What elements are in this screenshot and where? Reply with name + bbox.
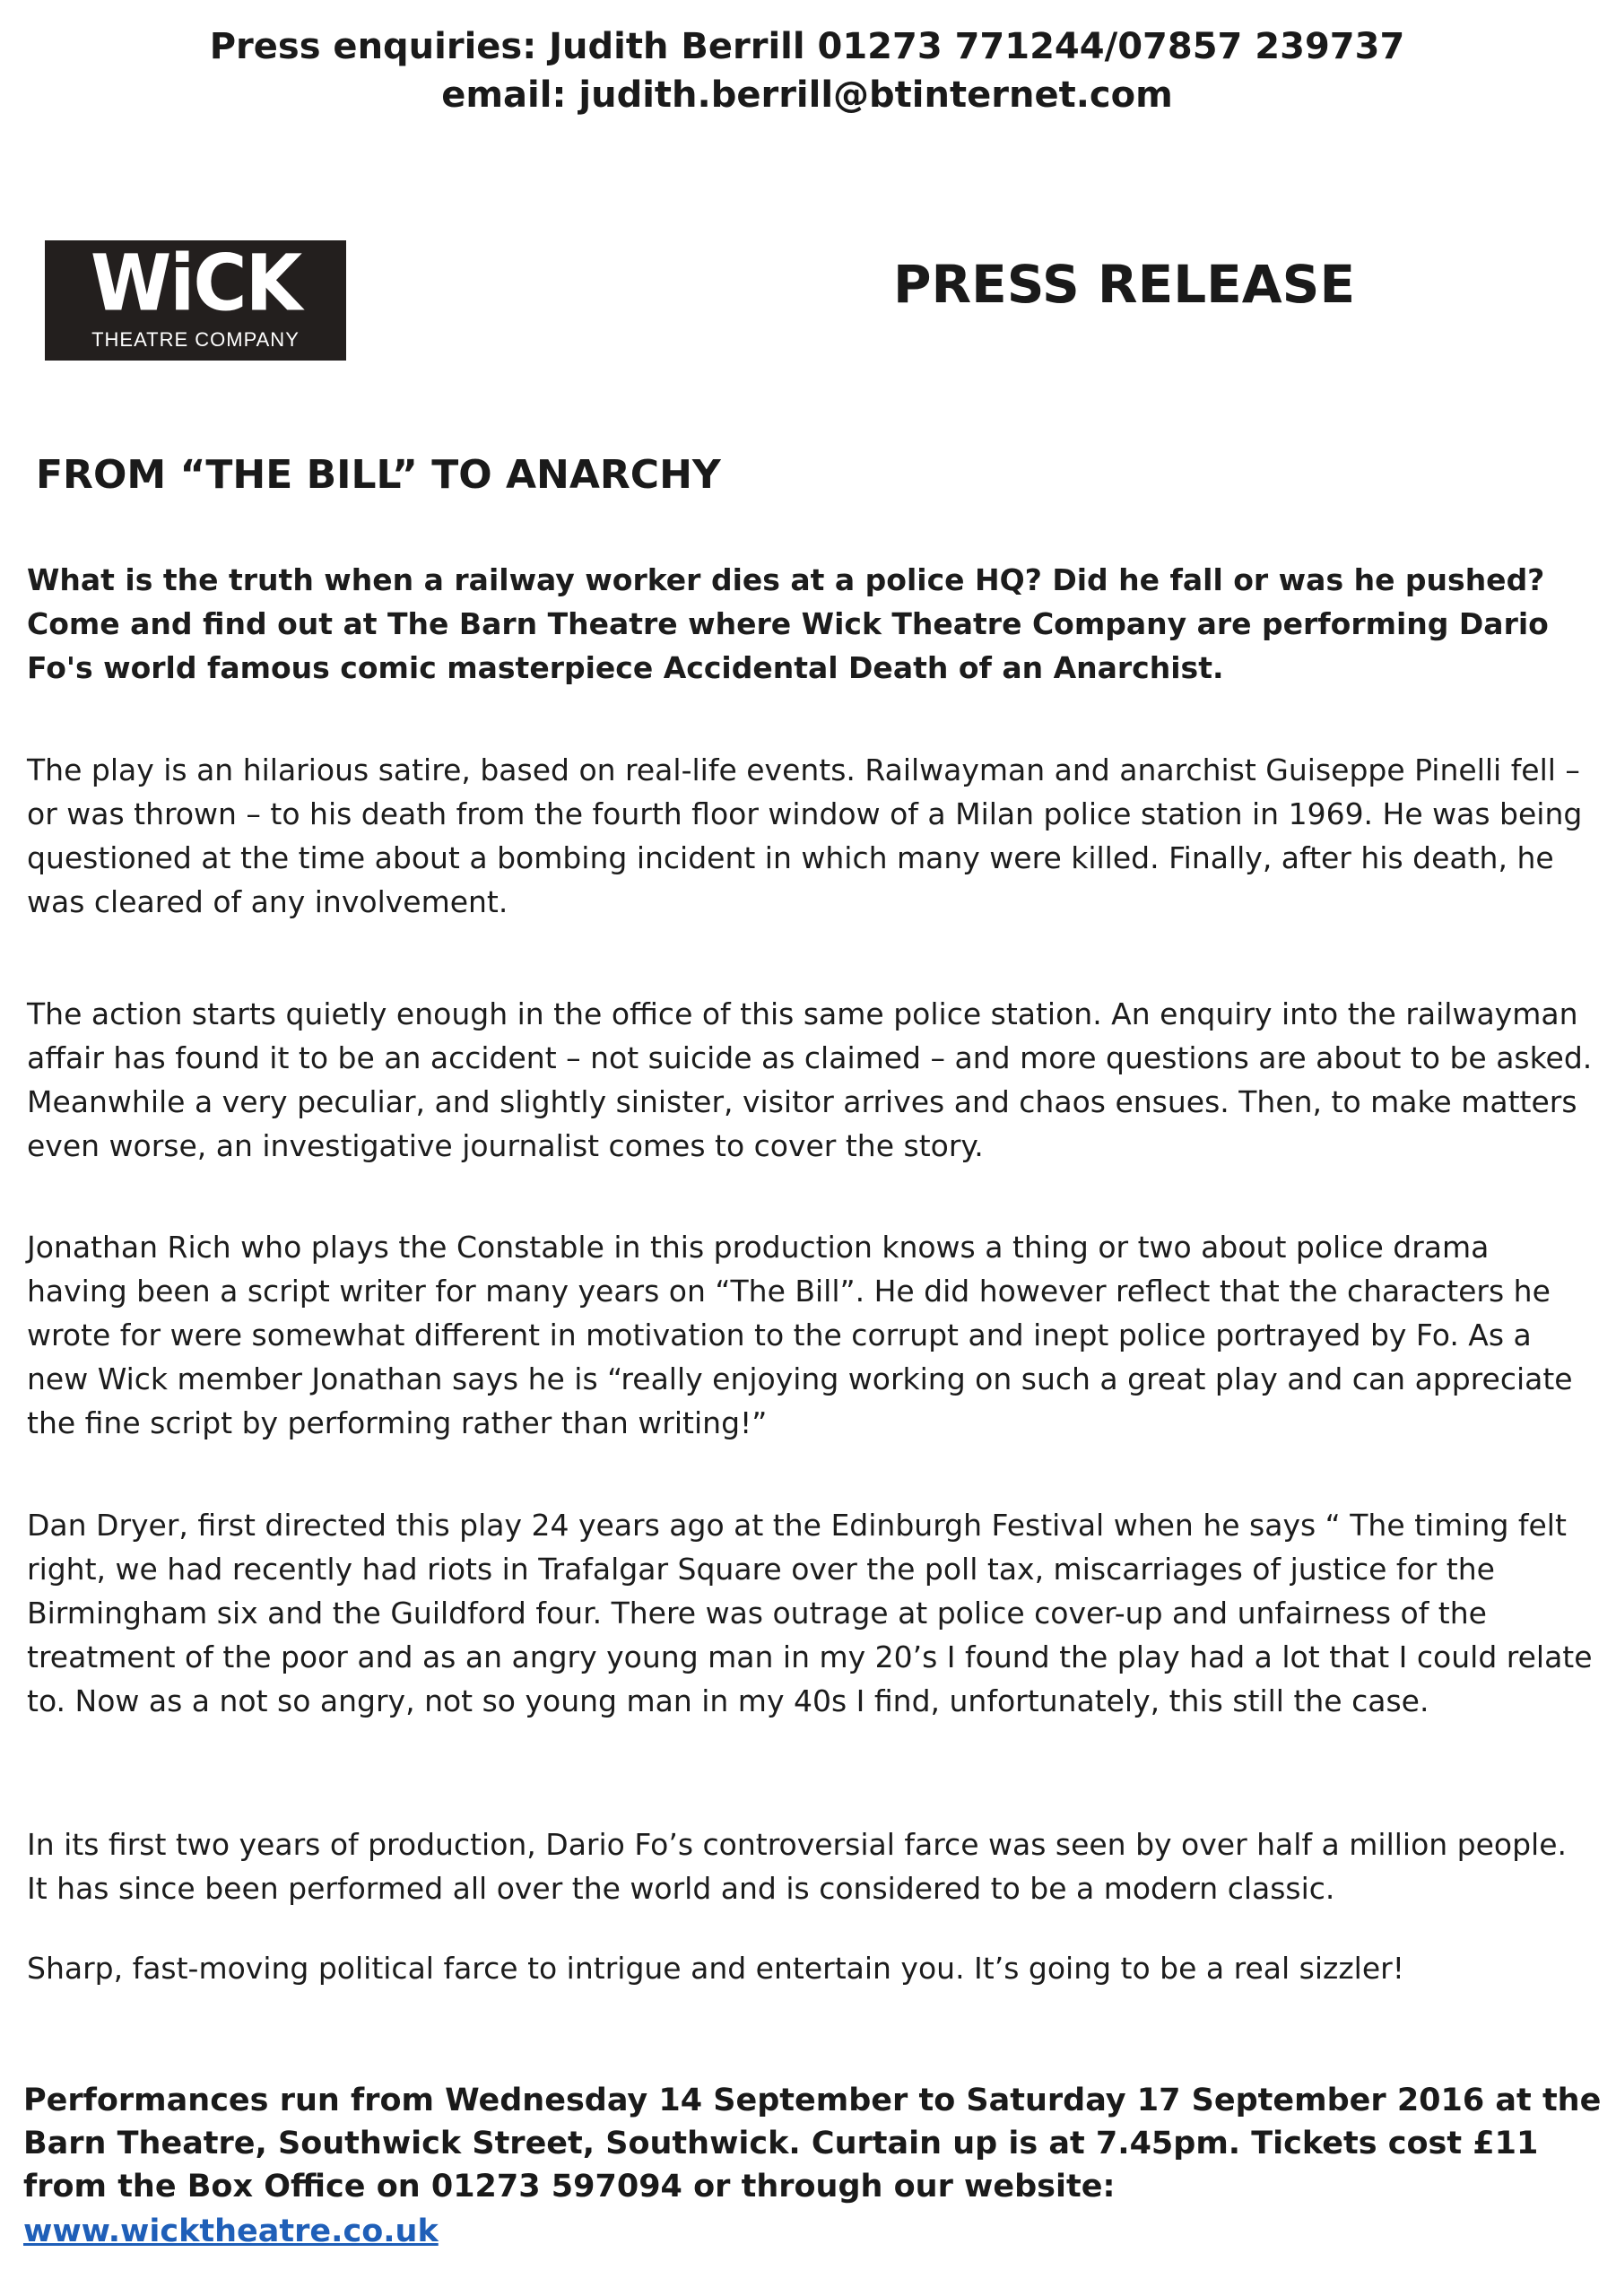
- logo-wordmark: WiCK: [90, 239, 301, 329]
- press-release-title: PRESS RELEASE: [893, 254, 1356, 315]
- paragraph-dan-dryer: Dan Dryer, first directed this play 24 years ago at the Edinburgh Festival when he says “ The timing felt right, we had recently had riots in Trafalgar Square over the poll tax, miscarriages of justice for the Birmingham six and the Guildford four. There was outrage at police cover-up and unfairness of the treatment of the poor and as an angry young man in my 20’s I found the play had a lot that I could relate to. Now as a not so angry, not so young man in my 40s I find, unfortunately, this still the case.: [27, 1508, 1593, 1718]
- press-enquiries-line: Press enquiries: Judith Berrill 01273 771244/07857 239737: [209, 26, 1405, 67]
- paragraph-jonathan-rich: Jonathan Rich who plays the Constable in this production knows a thing or two about police drama having been a script writer for many years on “The Bill”. He did however reflect that the characters he wrote for were somewhat different in motivation to the corrupt and inept police portrayed by Fo. As a new Wick member Jonathan says he is “really enjoying working on such a great play and can appreciate the fine script by performing rather than writing!”: [27, 1230, 1573, 1440]
- paragraph-action: The action starts quietly enough in the office of this same police station. An enquiry into the railwayman affair has found it to be an accident – not suicide as claimed – and more questions are about to be asked. Meanwhile a very peculiar, and slightly sinister, visitor arrives and chaos ensues. Then, to make matters even worse, an investigative journalist comes to cover the story.: [27, 996, 1593, 1163]
- website-link[interactable]: www.wicktheatre.co.uk: [23, 2213, 439, 2249]
- paragraph-satire: The play is an hilarious satire, based on real-life events. Railwayman and anarchist Guiseppe Pinelli fell – or was thrown – to his death from the fourth floor window of a Milan police station in 1969. He was being questioned at the time about a bombing incident in which many were killed. Finally, after his death, he was cleared of any involvement.: [27, 752, 1583, 919]
- wick-theatre-logo: [45, 240, 346, 361]
- press-email-line: email: judith.berrill@btinternet.com: [441, 74, 1173, 116]
- intro-paragraph: What is the truth when a railway worker dies at a police HQ? Did he fall or was he pushed? Come and find out at The Barn Theatre where Wick Theatre Company are performing Dario Fo's world famous comic masterpiece Accidental Death of an Anarchist.: [27, 562, 1549, 685]
- performance-details: Performances run from Wednesday 14 September to Saturday 17 September 2016 at the Barn Theatre, Southwick Street, Southwick. Curtain up is at 7.45pm. Tickets cost £11 from the Box Office on 01273 597094 or through our website:: [23, 2083, 1602, 2205]
- paragraph-closing: Sharp, fast-moving political farce to intrigue and entertain you. It’s going to be a real sizzler!: [27, 1951, 1404, 1986]
- paragraph-production-history: In its first two years of production, Dario Fo’s controversial farce was seen by over half a million people. It has since been performed all over the world and is considered to be a modern classic.: [27, 1827, 1568, 1906]
- headline: FROM “THE BILL” TO ANARCHY: [36, 452, 721, 498]
- logo-subtitle: THEATRE COMPANY: [91, 328, 300, 351]
